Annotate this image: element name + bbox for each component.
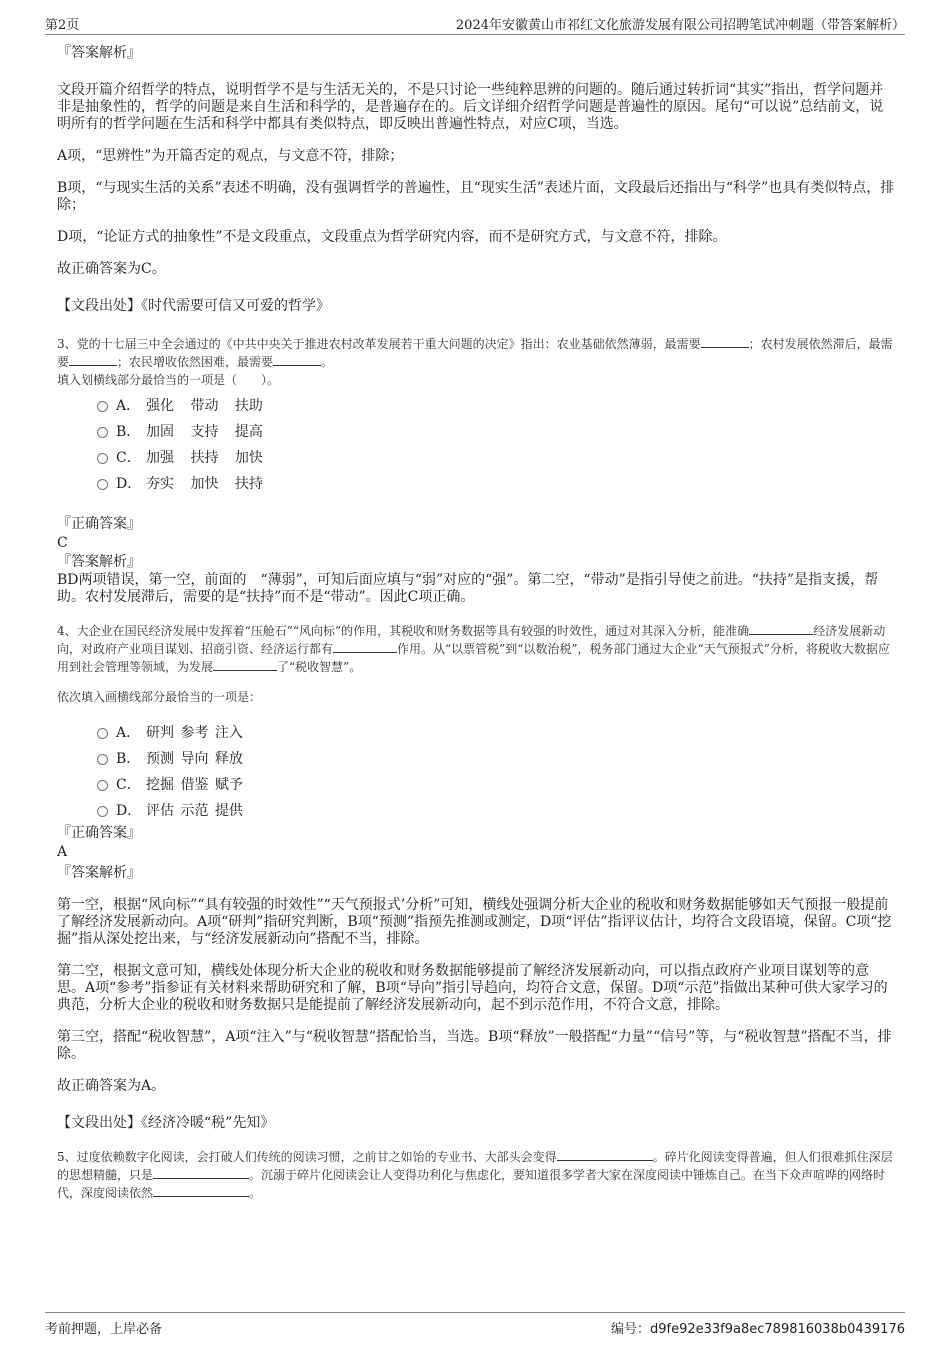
radio-button[interactable]: [97, 754, 108, 765]
question-5: [57, 1148, 895, 1202]
blank: [153, 1166, 249, 1179]
option-a[interactable]: A． 研判 参考 注入: [97, 720, 895, 746]
blank: [557, 1148, 653, 1161]
radio-button[interactable]: [97, 453, 108, 464]
analysis-paragraph-2: 第二空，根据文意可知，横线处体现分析大企业的税收和财务数据能够提前了解经济发展新动向，可以指点政府产业项目谋划等的意思。A项“参考”指参证有关材料来帮助研究和了解，B项“导向”指引导趋向，均符合文意，保留。D项“示范”指做出某种可供大家学习的典范，分析大企业的税收和财务数据只是能提前了解经济发展新动向，起不到示范作用，不符合文意，排除。: [57, 963, 888, 1013]
correct-answer: A: [57, 844, 68, 860]
analysis-option-d: D项，“论证方式的抽象性”不是文段重点，文段重点为哲学研究内容，而不是研究方式，与文意不符，排除。: [57, 229, 727, 245]
radio-button[interactable]: [97, 780, 108, 791]
conclusion: 故正确答案为A。: [57, 1078, 166, 1094]
analysis-label: 『答案解析』: [57, 865, 141, 881]
analysis-paragraph: 文段开篇介绍哲学的特点，说明哲学不是与生活无关的，不是只讨论一些纯粹思辨的问题的。随后通过转折词“其实”指出，哲学问题并非是抽象性的，哲学的问题是来自生活和科学的，是普遍存在的。后文详细介绍哲学问题是普遍性的原因。尾句“可以说”总结前文，说明所有的哲学问题在生活和科学中都具有类似特点，即反映出普遍性特点，对应C项，当选。: [57, 82, 884, 132]
page-content: [57, 40, 895, 1202]
question-4-options: [57, 720, 895, 824]
source-citation: 【文段出处】《经济冷暖“税”先知》: [57, 1115, 275, 1131]
analysis-paragraph-3: 第三空，搭配“税收智慧”，A项“注入”与“税收智慧”搭配恰当，当选。B项“释放”一般搭配“力量”“信号”等，与“税收智慧”搭配不当，排除。: [57, 1029, 892, 1062]
question-3: [57, 335, 895, 606]
document-code: 编号：d9fe92e33f9a8ec789816038b0439176: [610, 1322, 905, 1337]
question-4-prompt: 依次填入画横线部分最恰当的一项是：: [57, 690, 262, 704]
page-header: [45, 12, 905, 35]
question-4: [57, 622, 895, 1132]
document-title: 2024年安徽黄山市祁红文化旅游发展有限公司招聘笔试冲刺题（带答案解析）: [455, 18, 905, 33]
analysis-option-b: B项，“与现实生活的关系”表述不明确，没有强调哲学的普遍性，且“现实生活”表述片面，文段最后还指出与“科学”也具有类似特点，排除；: [57, 180, 895, 213]
blank: [153, 1184, 249, 1197]
page-number: 第2页: [45, 18, 80, 33]
question-3-prompt: 填入划横线部分最恰当的一项是（ ）。: [57, 373, 280, 387]
option-b[interactable]: B． 加固 支持 提高: [97, 419, 895, 445]
option-c[interactable]: C． 加强 扶持 加快: [97, 445, 895, 471]
analysis-option-a: A项，“思辨性”为开篇否定的观点，与文意不符，排除；: [57, 148, 404, 164]
page-footer: [45, 1312, 905, 1337]
blank: [749, 622, 813, 635]
blank: [701, 335, 749, 348]
correct-answer: C: [57, 535, 68, 551]
blank: [69, 353, 117, 366]
radio-button[interactable]: [97, 427, 108, 438]
option-b[interactable]: B． 预测 导向 释放: [97, 746, 895, 772]
blank: [273, 353, 321, 366]
blank: [213, 658, 277, 671]
radio-button[interactable]: [97, 806, 108, 817]
blank: [333, 640, 397, 653]
analysis-paragraph-1: 第一空，根据“风向标”“具有较强的时效性”“天气预报式’分析”可知，横线处强调分析大企业的税收和财务数据能够如天气预报一般提前了解经济发展新动向。A项“研判”指研究判断，B项“预测”指预先推测或测定，D项“评估”指评议估计，均符合文段语境，保留。C项“挖掘”指从深处挖出来，与“经济发展新动向”搭配不当，排除。: [57, 897, 892, 947]
option-a[interactable]: A． 强化 带动 扶助: [97, 393, 895, 419]
analysis-label: 『答案解析』: [57, 45, 141, 61]
source-citation: 【文段出处】《时代需要可信又可爱的哲学》: [57, 298, 330, 314]
radio-button[interactable]: [97, 479, 108, 490]
analysis-paragraph: BD两项错误，第一空，前面的 “薄弱”，可知后面应填与“弱”对应的“强”。第二空，“带动”是指引导使之前进。“扶持”是指支援，帮助。农村发展滞后，需要的是“扶持”而不是“带动”。因此C项正确。: [57, 572, 879, 605]
correct-answer-label: 『正确答案』: [57, 516, 141, 532]
analysis-label: 『答案解析』: [57, 554, 141, 570]
option-d[interactable]: D． 夯实 加快 扶持: [97, 471, 895, 497]
question-3-stem: 3、党的十七届三中全会通过的《中共中央关于推进农村改革发展若干重大问题的决定》指出：农业基础依然薄弱，最需要 ；农村发展依然滞后，最需要 ；农民增收依然困难，最需要 。: [57, 337, 893, 369]
correct-answer-label: 『正确答案』: [57, 825, 141, 841]
option-c[interactable]: C． 挖掘 借鉴 赋予: [97, 772, 895, 798]
conclusion: 故正确答案为C。: [57, 261, 166, 277]
footer-slogan: 考前押题，上岸必备: [45, 1322, 163, 1337]
question-5-stem: 5、过度依赖数字化阅读，会打破人们传统的阅读习惯，之前甘之如饴的专业书、大部头会变得 。碎片化阅读变得普遍，但人们很难抓住深层的思想精髓，只是 。沉溺于碎片化阅读会让人变得功利化与焦虑化，要知道很多学者大家在深度阅读中锤炼自己。在当下众声喧哗的网络时代，深度阅读依然 。: [57, 1150, 893, 1200]
option-d[interactable]: D． 评估 示范 提供: [97, 798, 895, 824]
question-3-options: [57, 393, 895, 497]
radio-button[interactable]: [97, 728, 108, 739]
question-4-stem: 4、大企业在国民经济发展中发挥着“压舱石”“风向标”的作用，其税收和财务数据等具有较强的时效性，通过对其深入分析，能准确 经济发展新动向，对政府产业项目谋划、招商引资、经济运行都有 作用。从“以票管税”到“以数治税”，税务部门通过大企业“天气预报式”分析，将税收大数据应用到社会管理等领域，为发展 了“税收智慧”。: [57, 624, 890, 674]
radio-button[interactable]: [97, 401, 108, 412]
